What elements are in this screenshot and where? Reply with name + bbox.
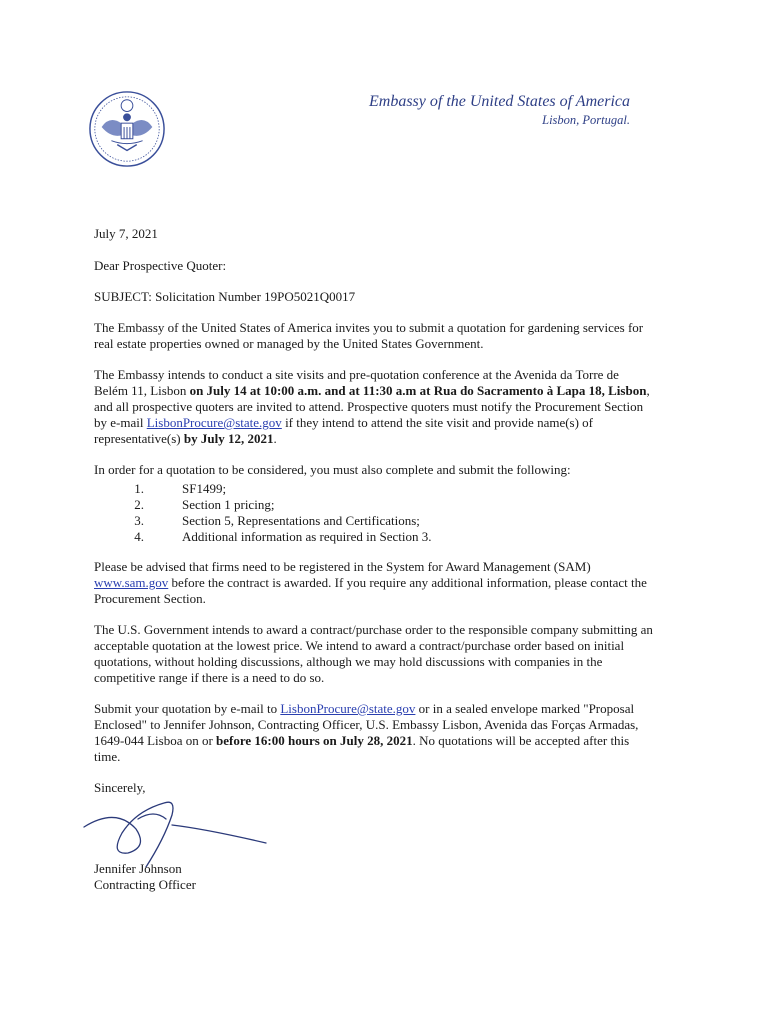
great-seal-icon: [88, 90, 166, 168]
email-link[interactable]: LisbonProcure@state.gov: [280, 701, 416, 716]
letterhead: [330, 92, 630, 128]
letter-body: [94, 226, 654, 911]
text: Please be advised that firms need to be registered in the System for Award Management (SAM): [94, 559, 591, 574]
signer: [94, 861, 196, 893]
list-item: [94, 481, 654, 497]
list-number: 4.: [134, 529, 144, 544]
paragraph-award: The U.S. Government intends to award a contract/purchase order to the responsible company submitting an acceptable quotation at the lowest price. We intend to award a contract/purchase order based on initial quotations, without holding discussions, although we may hold discussions with companies in the competitive range if there is a need to do so.: [94, 622, 653, 685]
text: if they intend to attend the site visit and provide name(s) of representative(s): [94, 415, 594, 446]
signature-block: [94, 811, 654, 911]
paragraph-invitation: The Embassy of the United States of America invites you to submit a quotation for gardening services for real estate properties owned or managed by the United States Government.: [94, 320, 644, 351]
sam-link[interactable]: www.sam.gov: [94, 575, 169, 590]
paragraph-sam-registration: [94, 559, 654, 607]
list-number: 1.: [134, 481, 144, 496]
signer-name: Jennifer Johnson: [94, 861, 182, 876]
list-number: 3.: [134, 513, 144, 528]
submission-deadline: before 16:00 hours on July 28, 2021: [216, 733, 413, 748]
list-item: [94, 529, 654, 545]
list-item: [94, 513, 654, 529]
list-text: Section 1 pricing;: [182, 497, 275, 512]
text: The Embassy intends to conduct a site visits and pre-quotation conference at the Avenida da Torre de Belém 11, Lisbon: [94, 367, 619, 398]
paragraph-requirements-intro: In order for a quotation to be considered, you must also complete and submit the following:: [94, 462, 571, 477]
text: or in a sealed envelope marked "Proposal Enclosed" to Jennifer Johnson, Contracting Officer, U.S. Embassy Lisbon, Avenida das Forças Armadas, 1649-044 Lisboa on or: [94, 701, 639, 748]
list-item: [94, 497, 654, 513]
list-text: SF1499;: [182, 481, 227, 496]
signer-title: Contracting Officer: [94, 877, 196, 892]
letter-date: July 7, 2021: [94, 226, 158, 241]
closing: Sincerely,: [94, 780, 146, 795]
text: .: [273, 431, 277, 446]
paragraph-submission: [94, 701, 654, 765]
text: before the contract is awarded. If you require any additional information, please contact the Procurement Section.: [94, 575, 647, 606]
text: Submit your quotation by e-mail to: [94, 701, 281, 716]
site-visit-details: on July 14 at 10:00 a.m. and at 11:30 a.m at Rua do Sacramento à Lapa 18, Lisbon: [189, 383, 647, 398]
list-text: Additional information as required in Section 3.: [182, 529, 432, 544]
subject-line: SUBJECT: Solicitation Number 19PO5021Q0017: [94, 289, 356, 304]
email-link[interactable]: LisbonProcure@state.gov: [146, 415, 282, 430]
requirements-list: [94, 481, 654, 545]
text: . No quotations will be accepted after this time.: [94, 733, 630, 764]
letterhead-subtitle: Lisbon, Portugal.: [542, 113, 630, 127]
paragraph-site-visit: [94, 367, 654, 447]
rsvp-deadline: by July 12, 2021: [183, 431, 274, 446]
text: , and all prospective quoters are invited to attend. Prospective quoters must notify the Procurement Section by e-mail: [94, 383, 650, 430]
list-text: Section 5, Representations and Certifications;: [182, 513, 420, 528]
list-number: 2.: [134, 497, 144, 512]
letterhead-title: Embassy of the United States of America: [369, 93, 630, 110]
salutation: Dear Prospective Quoter:: [94, 258, 227, 273]
